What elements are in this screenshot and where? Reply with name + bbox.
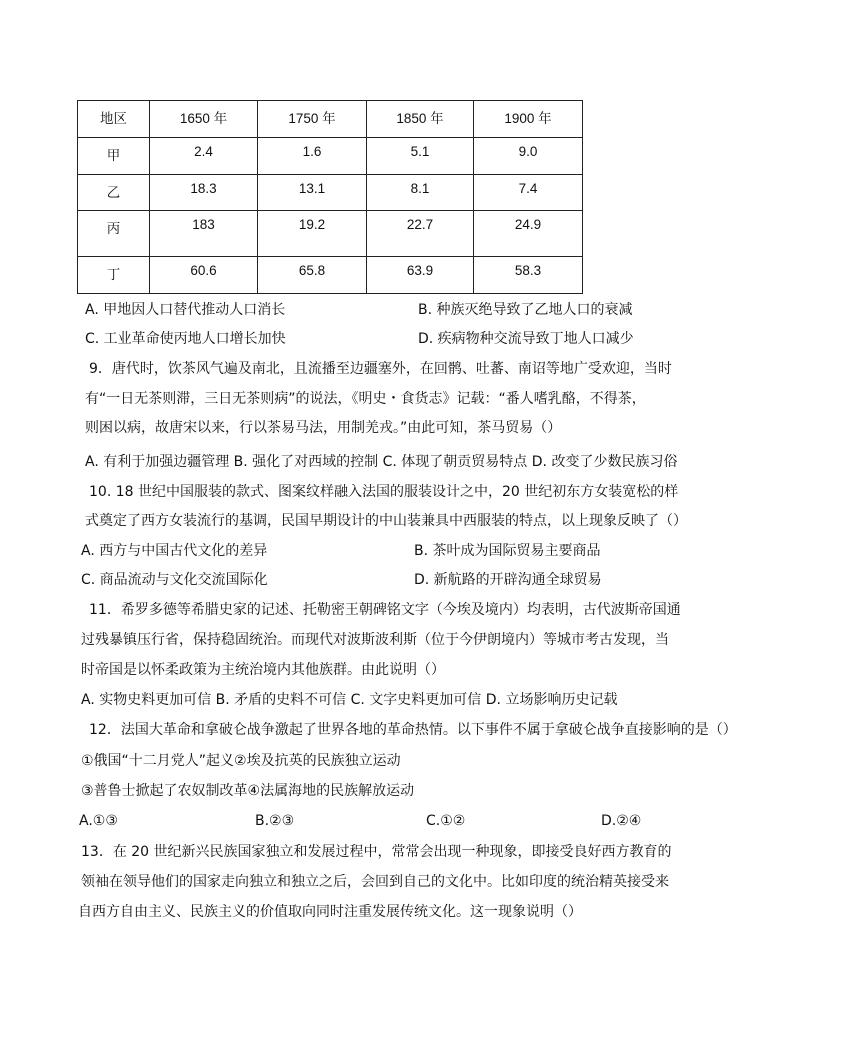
q9-stem-line-1: 9．唐代时，饮茶风气遍及南北，且流播至边疆塞外，在回鹘、吐蕃、南诏等地广受欢迎，当时 <box>89 361 672 377</box>
table-row <box>78 257 583 294</box>
q8-option-b: B. 种族灭绝导致了乙地人口的衰减 <box>418 302 633 318</box>
q10-stem-line-2: 式奠定了西方女装流行的基调，民国早期设计的中山装兼具中西服装的特点，以上现象反映了（） <box>85 513 687 529</box>
q10-option-c: C. 商品流动与文化交流国际化 <box>81 572 268 588</box>
q13-stem-line-1: 13．在 20 世纪新兴民族国家独立和发展过程中，常常会出现一种现象，即接受良好西方教育的 <box>81 844 672 860</box>
population-table <box>77 100 583 294</box>
table-header-cell: 1900 年 <box>474 101 583 138</box>
table-cell: 63.9 <box>367 257 474 294</box>
table-cell: 60.6 <box>150 257 258 294</box>
table-header-row <box>78 101 583 138</box>
table-cell: 丙 <box>78 211 150 257</box>
table-cell: 8.1 <box>367 175 474 211</box>
table-header-cell: 地区 <box>78 101 150 138</box>
q10-option-a: A. 西方与中国古代文化的差异 <box>81 543 268 559</box>
table-cell: 22.7 <box>367 211 474 257</box>
q11-options: A. 实物史料更加可信 B. 矛盾的史料不可信 C. 文字史料更加可信 D. 立场影响历史记载 <box>81 692 618 708</box>
q10-stem-line-1: 10. 18 世纪中国服装的款式、图案纹样融入法国的服装设计之中，20 世纪初东方女装宽松的样 <box>89 484 679 500</box>
table-row <box>78 175 583 211</box>
table-header-cell: 1650 年 <box>150 101 258 138</box>
q13-stem-line-3: 自西方自由主义、民族主义的价值取向同时注重发展传统文化。这一现象说明（） <box>78 904 582 920</box>
q10-option-b: B. 茶叶成为国际贸易主要商品 <box>414 543 601 559</box>
q13-stem-line-2: 领袖在领导他们的国家走向独立和独立之后，会回到自己的文化中。比如印度的统治精英接受来 <box>81 874 669 890</box>
q11-stem-line-2: 过残暴镇压行省，保持稳固统治。而现代对波斯波利斯（位于今伊朗境内）等城市考古发现，当 <box>81 632 669 648</box>
table-cell: 乙 <box>78 175 150 211</box>
q9-options: A. 有利于加强边疆管理 B. 强化了对西域的控制 C. 体现了朝贡贸易特点 D. 改变了少数民族习俗 <box>85 454 678 470</box>
table-cell: 2.4 <box>150 138 258 175</box>
table-cell: 甲 <box>78 138 150 175</box>
table-cell: 1.6 <box>258 138 367 175</box>
q12-events-line-2: ③普鲁士掀起了农奴制改革④法属海地的民族解放运动 <box>81 783 415 799</box>
q8-option-c: C. 工业革命使丙地人口增长加快 <box>85 331 286 347</box>
q12-events-line-1: ①俄国“十二月党人”起义②埃及抗英的民族独立运动 <box>81 753 401 769</box>
q12-option-b: B.②③ <box>255 813 295 829</box>
table-cell: 18.3 <box>150 175 258 211</box>
table-cell: 24.9 <box>474 211 583 257</box>
table-cell: 9.0 <box>474 138 583 175</box>
q11-stem-line-1: 11．希罗多德等希腊史家的记述、托勒密王朝碑铭文字（今埃及境内）均表明，古代波斯帝国通 <box>89 602 681 618</box>
table-row <box>78 211 583 257</box>
table-cell: 19.2 <box>258 211 367 257</box>
table-cell: 65.8 <box>258 257 367 294</box>
q8-option-a: A. 甲地因人口替代推动人口消长 <box>85 302 286 318</box>
table-cell: 58.3 <box>474 257 583 294</box>
table-cell: 7.4 <box>474 175 583 211</box>
table-row <box>78 138 583 175</box>
q10-option-d: D. 新航路的开辟沟通全球贸易 <box>414 572 602 588</box>
q12-stem: 12．法国大革命和拿破仑战争激起了世界各地的革命热情。以下事件不属于拿破仑战争直接影响的是（） <box>89 722 737 738</box>
table-cell: 13.1 <box>258 175 367 211</box>
table-header-cell: 1850 年 <box>367 101 474 138</box>
table-header-cell: 1750 年 <box>258 101 367 138</box>
q8-option-d: D. 疾病物种交流导致丁地人口减少 <box>418 331 634 347</box>
table-cell: 丁 <box>78 257 150 294</box>
q12-option-a: A.①③ <box>79 813 118 829</box>
table-cell: 5.1 <box>367 138 474 175</box>
q9-stem-line-2: 有“一日无茶则滞，三日无茶则病”的说法，《明史・食货志》记载：“番人嗜乳酪，不得茶， <box>85 391 646 407</box>
table-cell: 183 <box>150 211 258 257</box>
q9-stem-line-3: 则困以病，故唐宋以来，行以茶易马法，用制羌戎。”由此可知，茶马贸易（） <box>85 420 562 436</box>
q12-option-d: D.②④ <box>601 813 642 829</box>
q12-option-c: C.①② <box>426 813 466 829</box>
q11-stem-line-3: 时帝国是以怀柔政策为主统治境内其他族群。由此说明（） <box>81 662 445 678</box>
